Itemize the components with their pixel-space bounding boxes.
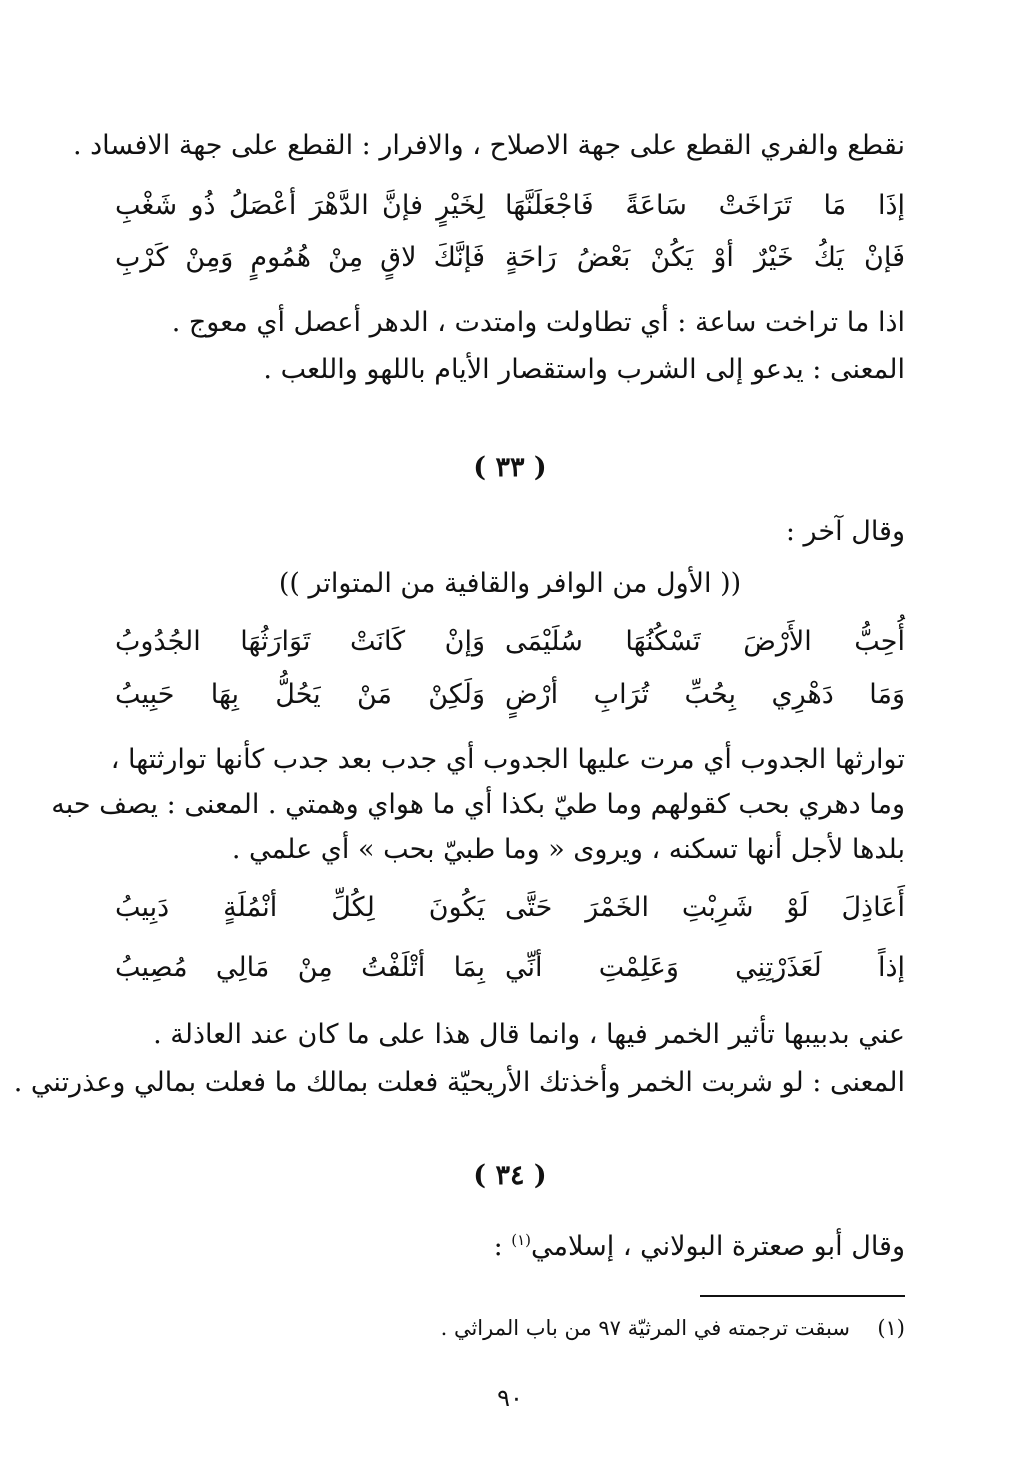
verse-first-hemistich: إذاً لَعَذَرْتِنِي وَعَلِمْتِ أنِّي	[505, 952, 905, 983]
verse-line	[115, 948, 905, 988]
note-line: توارثها الجدوب أي مرت عليها الجدوب أي جدب بعد جدب كأنها توارثتها ،	[110, 744, 905, 775]
footnote-text: سبقت ترجمته في المرثيّة ٩٧ من باب المراثي .	[440, 1316, 850, 1340]
footnote-separator	[700, 1295, 905, 1297]
prose-line: نقطع والفري القطع على جهة الاصلاح ، والافرار : القطع على جهة الافساد .	[72, 130, 905, 161]
section-number: ( ٣٤ )	[473, 1160, 547, 1191]
note-line: وما دهري بحب كقولهم وما طيّ بكذا أي ما هواي وهمتي . المعنى : يصف حبه	[51, 789, 905, 820]
verse-line	[115, 186, 905, 226]
note-line: بلدها لأجل أنها تسكنه ، ويروى « وما طبيّ بحب » أي علمي .	[231, 834, 905, 865]
verse-first-hemistich: فَإنْ يَكُ خَيْرٌ أوْ يَكُنْ بَعْضُ رَاحَةٍ	[505, 242, 905, 273]
verse-first-hemistich: وَمَا دَهْرِي بِحُبِّ تُرَابِ أرْضٍ	[505, 679, 905, 710]
note-line: عني بدبيبها تأثير الخمر فيها ، وانما قال هذا على ما كان عند العاذلة .	[153, 1019, 905, 1050]
verse-line	[115, 622, 905, 662]
section-intro: وقال آخر :	[785, 516, 905, 547]
verse-line	[115, 238, 905, 278]
verse-second-hemistich: وَلَكِنْ مَنْ يَحُلُّ بِهَا حَبِيبُ	[115, 679, 485, 710]
footnote-marker: (١)	[877, 1316, 905, 1340]
page-number: ٩٠	[497, 1384, 523, 1412]
verse-second-hemistich: يَكُونَ لِكُلِّ أنْمُلَةٍ دَبِيبُ	[115, 892, 485, 923]
verse-first-hemistich: أَعَاذِلَ لَوْ شَرِبْتِ الخَمْرَ حَتَّى	[505, 892, 905, 923]
verse-second-hemistich: وَإنْ كَانَتْ تَوَارَثُهَا الجُدُوبُ	[115, 626, 485, 657]
note-line: اذا ما تراخت ساعة : أي تطاولت وامتدت ، الدهر أعصل أي معوج .	[171, 307, 905, 338]
footnote	[115, 1313, 905, 1343]
verse-second-hemistich: فَإنَّكَ لاقٍ مِنْ هُمُومٍ وَمِنْ كَرْبِ	[115, 242, 485, 273]
section-intro-colon: :	[493, 1231, 512, 1262]
footnote-reference[interactable]: (١)	[511, 1231, 532, 1249]
section-intro-text: وقال أبو صعترة البولاني ، إسلامي	[531, 1231, 905, 1262]
verse-second-hemistich: بِمَا أتْلَفْتُ مِنْ مَالِي مُصِيبُ	[115, 952, 485, 983]
verse-line	[115, 675, 905, 715]
meter-note: (( الأول من الوافر والقافية من المتواتر ))	[278, 568, 742, 599]
verse-second-hemistich: لِخَيْرٍ فإنَّ الدَّهْرَ أعْصَلُ ذُو شَغْبِ	[115, 190, 485, 221]
note-line: المعنى : يدعو إلى الشرب واستقصار الأيام باللهو واللعب .	[263, 354, 905, 385]
verse-first-hemistich: أُحِبُّ الأَرْضَ تَسْكُنُهَا سُلَيْمَى	[505, 626, 905, 657]
section-intro	[115, 1222, 905, 1265]
verse-first-hemistich: إذَا مَا تَرَاخَتْ سَاعَةً فَاجْعَلَنَّهَا	[505, 190, 905, 221]
note-line: المعنى : لو شربت الخمر وأخذتك الأريحيّة فعلت بمالك ما فعلت بمالي وعذرتني .	[13, 1067, 905, 1098]
section-number: ( ٣٣ )	[473, 452, 547, 483]
verse-line	[115, 888, 905, 928]
